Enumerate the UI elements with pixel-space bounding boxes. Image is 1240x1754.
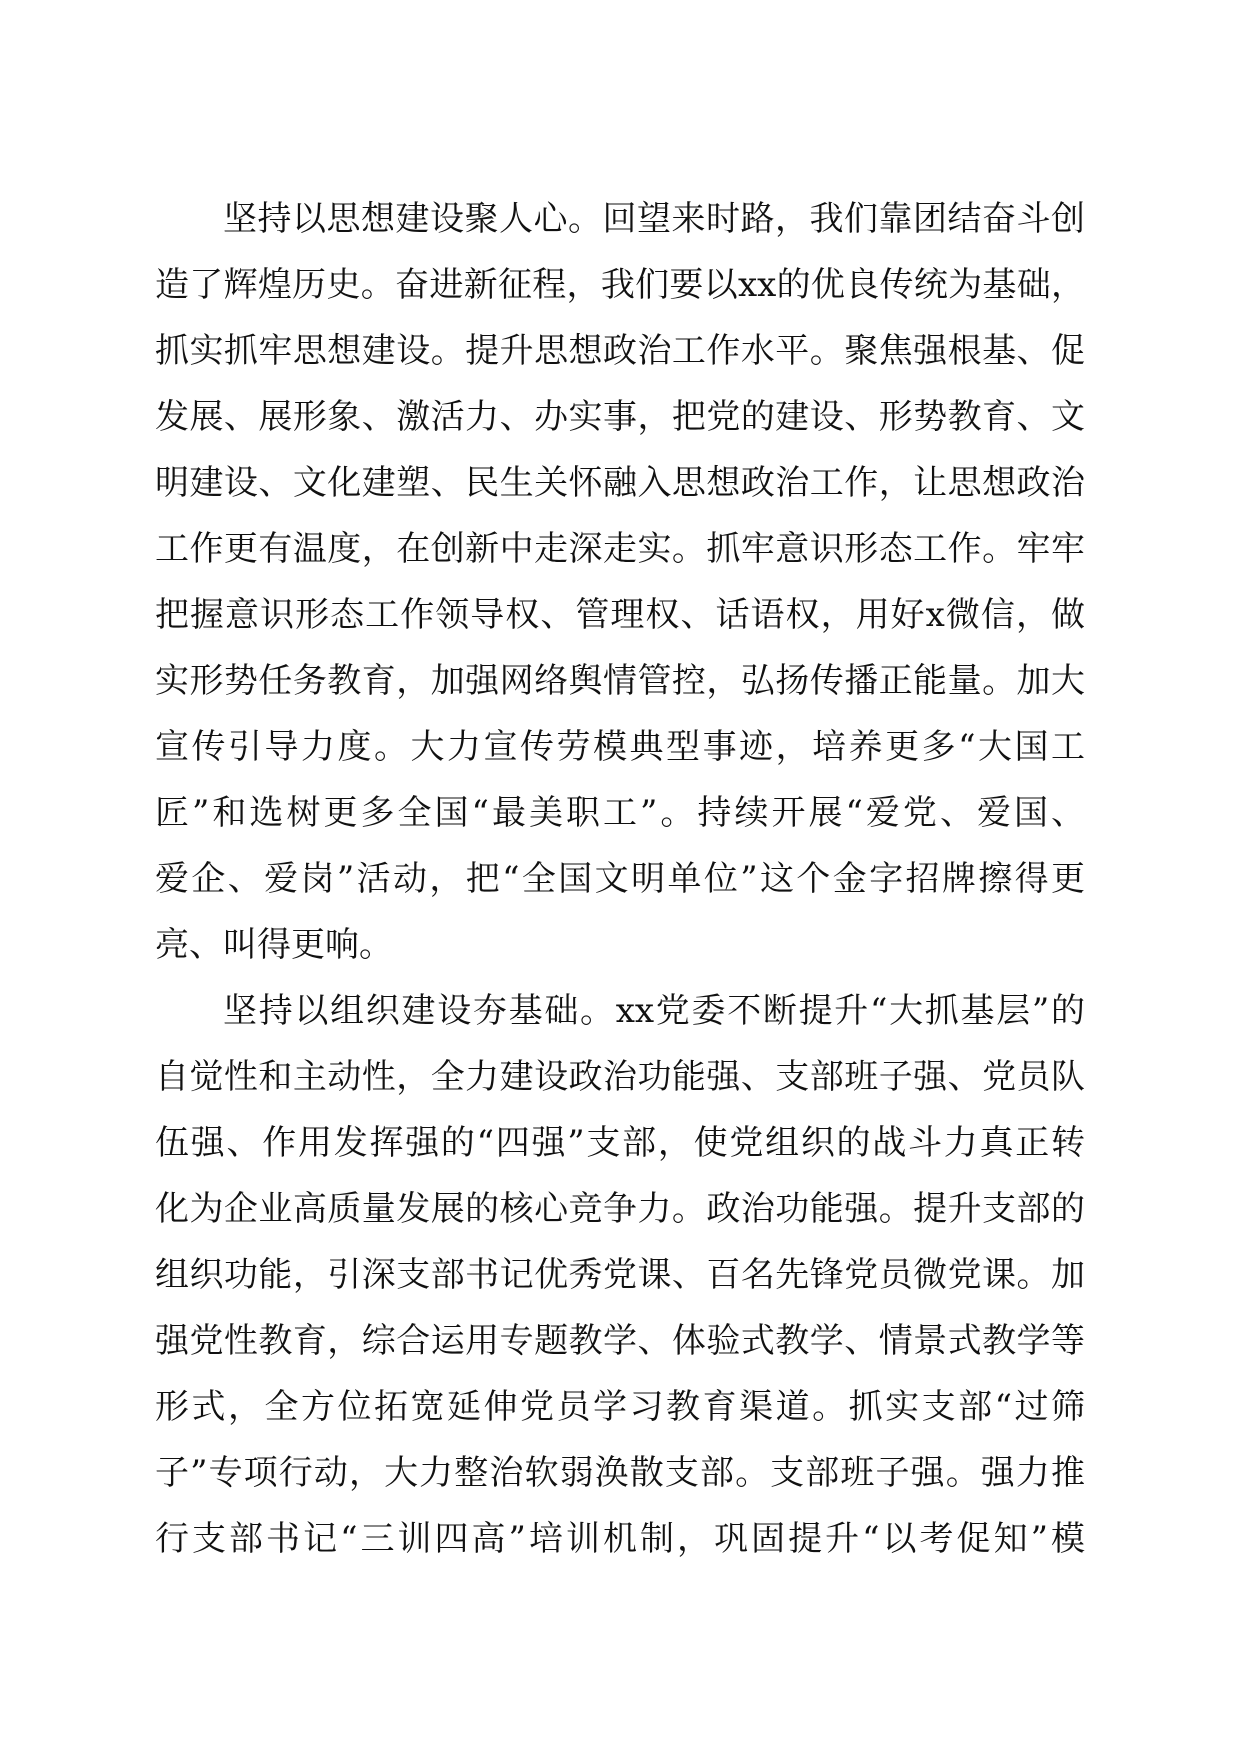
paragraph-organization-building — [155, 978, 1085, 1572]
text-line: 把握意识形态工作领导权、管理权、话语权，用好x微信，做 — [155, 595, 1085, 635]
text-line: 造了辉煌历史。奋进新征程，我们要以xx的优良传统为基础， — [155, 265, 1085, 305]
text-line: 工作更有温度，在创新中走深走实。抓牢意识形态工作。牢牢 — [155, 529, 1085, 569]
text-line: 亮、叫得更响。 — [155, 925, 393, 965]
text-line: 强党性教育，综合运用专题教学、体验式教学、情景式教学等 — [155, 1321, 1085, 1361]
text-line: 实形势任务教育，加强网络舆情管控，弘扬传播正能量。加大 — [155, 661, 1085, 701]
body-text — [155, 186, 1085, 1572]
text-line: 子”专项行动，大力整治软弱涣散支部。支部班子强。强力推 — [155, 1453, 1085, 1493]
text-line: 坚持以组织建设夯基础。xx党委不断提升“大抓基层”的 — [223, 991, 1085, 1031]
paragraph-thought-building — [155, 186, 1085, 978]
text-line: 自觉性和主动性，全力建设政治功能强、支部班子强、党员队 — [155, 1057, 1085, 1097]
text-line: 明建设、文化建塑、民生关怀融入思想政治工作，让思想政治 — [155, 463, 1085, 503]
text-line: 坚持以思想建设聚人心。回望来时路，我们靠团结奋斗创 — [223, 199, 1085, 239]
text-line: 爱企、爱岗”活动，把“全国文明单位”这个金字招牌擦得更 — [155, 859, 1085, 899]
text-line: 形式，全方位拓宽延伸党员学习教育渠道。抓实支部“过筛 — [155, 1387, 1085, 1427]
text-line: 匠”和选树更多全国“最美职工”。持续开展“爱党、爱国、 — [155, 793, 1085, 833]
text-line: 化为企业高质量发展的核心竞争力。政治功能强。提升支部的 — [155, 1189, 1085, 1229]
text-line: 伍强、作用发挥强的“四强”支部，使党组织的战斗力真正转 — [155, 1123, 1085, 1163]
text-line: 发展、展形象、激活力、办实事，把党的建设、形势教育、文 — [155, 397, 1085, 437]
text-line: 组织功能，引深支部书记优秀党课、百名先锋党员微党课。加 — [155, 1255, 1085, 1295]
text-line: 宣传引导力度。大力宣传劳模典型事迹，培养更多“大国工 — [155, 727, 1085, 767]
text-line: 行支部书记“三训四高”培训机制，巩固提升“以考促知”模 — [155, 1519, 1085, 1559]
text-line: 抓实抓牢思想建设。提升思想政治工作水平。聚焦强根基、促 — [155, 331, 1085, 371]
